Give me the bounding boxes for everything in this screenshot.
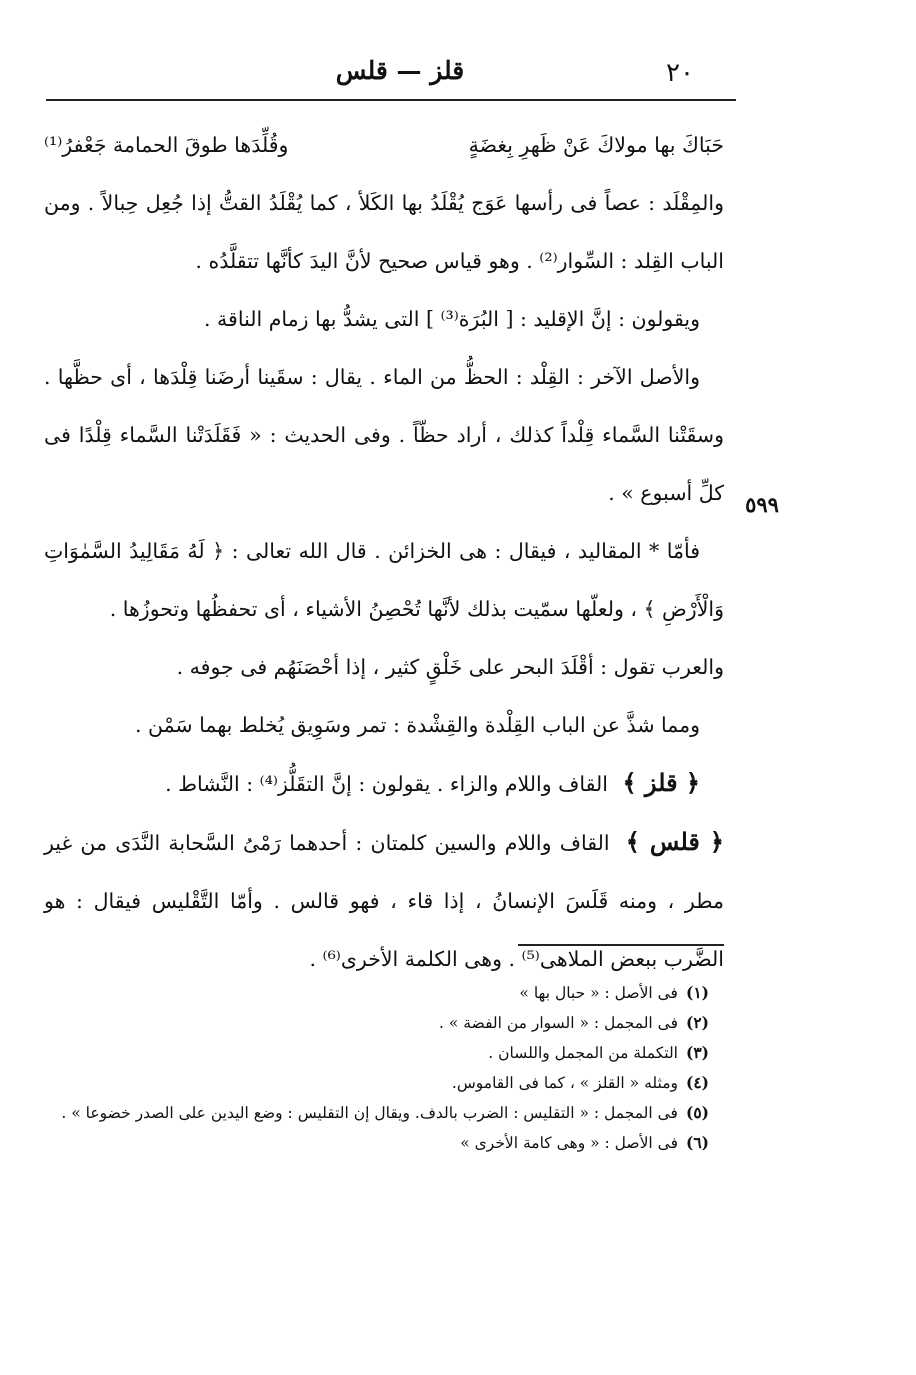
footnote-mark: (٤) bbox=[685, 1073, 709, 1092]
entry-head-qalas: ﴿ قلس ﴾ bbox=[625, 827, 724, 856]
paragraph-qild: والأصل الآخر : القِلْد : الحظُّ من الماء . يقال : سقَينا أرضَنا قِلْدَها ، أى حظَّها . وسقَتْنا السَّماء قِلْداً كذلك ، أراد حظّاً . وفى الحديث : « فَقَلَدَتْنا السَّماء قِلْدًا فى كلِّ أسبوع » . bbox=[44, 365, 724, 505]
paragraph-maqalid: فأمّا * المقاليد ، فيقال : هى الخزائن . قال الله تعالى : ﴿ لَهُ مَقَالِيدُ السَّمٰوَاتِ وَالْأَرْضِ ﴾ ، ولعلّها سمّيت بذلك لأنَّها تُحْصِنُ الأشياء ، أى تحفظُها وتحوزُها . bbox=[44, 539, 724, 621]
paragraph-qilda: ومما شذَّ عن الباب القِلْدة والقِشْدة : تمر وسَوِيق يُخلط بهما سَمْن . bbox=[134, 713, 700, 737]
footnote-mark: (٥) bbox=[685, 1103, 709, 1122]
footnote-4 bbox=[44, 1068, 709, 1098]
footnotes bbox=[44, 978, 709, 1158]
body-text bbox=[44, 116, 724, 988]
paragraph-aqlada: والعرب تقول : أقْلَدَ البحر على خَلْقٍ كثير ، إذا أحْصَنَهُم فى جوفه . bbox=[176, 655, 724, 679]
entry-text-qalas: القاف واللام والسين كلمتان : أحدهما رَمْىُ السَّحابة النَّدَى من غير مطر ، ومنه قَلَسَ الإنسانُ ، إذا قاء ، فهو قالس . وأمّا التَّقْليس فيقال : هو الضَّرب ببعض الملاهى⁽⁵⁾ . وهى الكلمة الأخرى⁽⁶⁾ . bbox=[44, 831, 724, 971]
footnote-mark: (٣) bbox=[685, 1043, 709, 1062]
footnote-mark: (٢) bbox=[685, 1013, 709, 1032]
verse-left-hemistich: وقُلِّدَها طوقَ الحمامة جَعْفرُ⁽¹⁾ bbox=[44, 133, 289, 157]
footnote-text: فى المجمل : « التقليس : الضرب بالدف. ويقال إن التقليس : وضع اليدين على الصدر خضوعا » . bbox=[61, 1104, 678, 1122]
footnote-mark: (١) bbox=[685, 983, 709, 1002]
footnote-rule bbox=[518, 944, 724, 946]
footnote-text: ومثله « القلز » ، كما فى القاموس. bbox=[451, 1074, 678, 1092]
verse-line bbox=[44, 116, 724, 174]
footnote-text: فى الأصل : « وهى كامة الأخرى » bbox=[460, 1134, 678, 1152]
entry-qalas bbox=[44, 813, 724, 988]
paragraph-iqlid: ويقولون : إنَّ الإقليد : [ البُرَة⁽³⁾ ] التى يشدُّ بها زمام الناقة . bbox=[204, 307, 700, 331]
footnote-6 bbox=[44, 1128, 709, 1158]
footnote-3 bbox=[44, 1038, 709, 1068]
footnote-mark: (٦) bbox=[685, 1133, 709, 1152]
page-number: ٢٠ bbox=[666, 58, 694, 88]
entry-text-qalz: القاف واللام والزاء . يقولون : إنَّ التقَلُّز⁽⁴⁾ : النَّشاط . bbox=[165, 772, 608, 796]
entry-qalz bbox=[44, 754, 724, 813]
verse-right-hemistich: حَبَاكَ بها مولاكَ عَنْ ظَهرِ بِغضَةٍ bbox=[468, 133, 724, 157]
running-head: قلز — قلس bbox=[335, 56, 465, 85]
header-rule bbox=[46, 99, 736, 101]
footnote-text: فى الأصل : « حبال بها » bbox=[519, 984, 678, 1002]
footnote-5 bbox=[44, 1098, 709, 1128]
entry-head-qalz: ﴿ قلز ﴾ bbox=[622, 768, 700, 797]
footnote-1 bbox=[44, 978, 709, 1008]
margin-note: ٥٩٩ bbox=[745, 492, 779, 517]
footnote-2 bbox=[44, 1008, 709, 1038]
footnote-text: فى المجمل : « السوار من الفضة » . bbox=[439, 1014, 678, 1032]
paragraph-miqlad: والمِقْلَد : عصاً فى رأسها عَوَج يُقْلَدُ بها الكَلأ ، كما يُقْلَدُ القتُّ إذا جُعِل حِبالاً . ومن الباب القِلد : السِّوار⁽²⁾ . وهو قياس صحيح لأنَّ اليدَ كأنَّها تتقلَّدُه . bbox=[44, 191, 724, 273]
footnote-text: التكملة من المجمل واللسان . bbox=[488, 1044, 678, 1062]
